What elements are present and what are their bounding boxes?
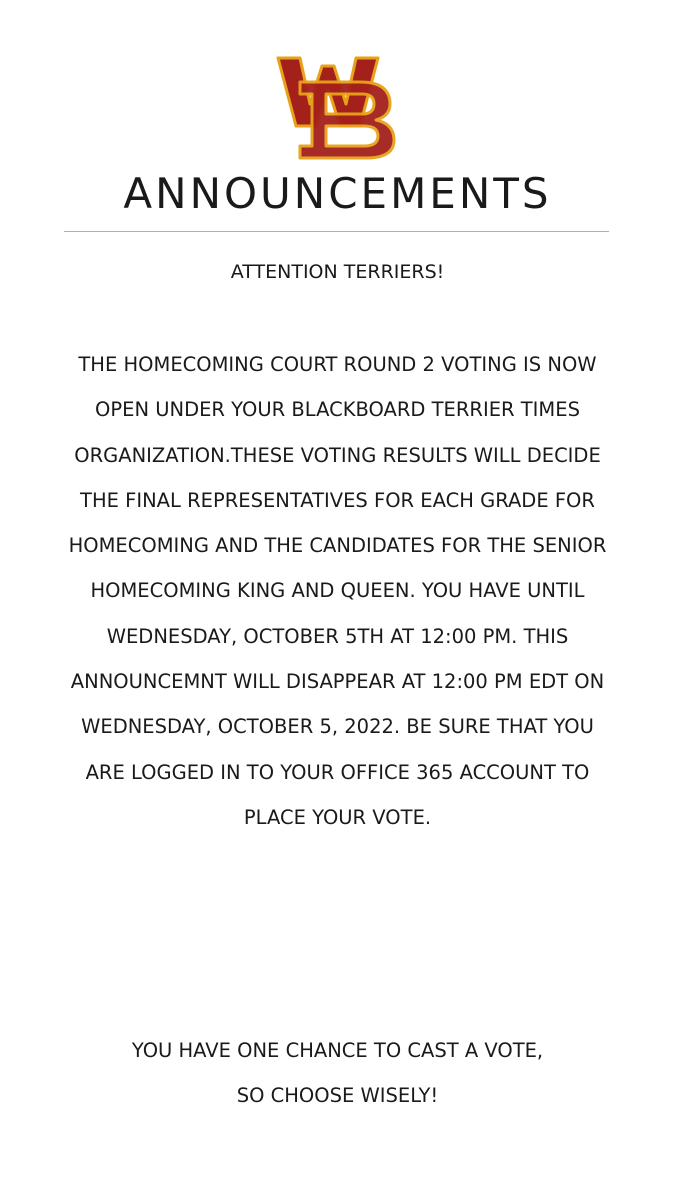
attention-heading: ATTENTION TERRIERS!: [230, 261, 445, 283]
closing-line-2: SO CHOOSE WISELY!: [236, 1084, 439, 1108]
announcement-body: THE HOMECOMING COURT ROUND 2 VOTING IS NOW OPEN UNDER YOUR BLACKBOARD TERRIER TIMES ORGANIZATION.THESE VOTING RESULTS WILL DECIDE THE FINAL REPRESENTATIVES FOR EACH GRADE FOR HOMECOMING AND THE CANDIDATES FOR THE SENIOR HOMECOMING KING AND QUEEN. YOU HAVE UNTIL WEDNESDAY, OCTOBER 5TH AT 12:00 PM. THIS ANNOUNCEMNT WILL DISAPPEAR AT 12:00 PM EDT ON WEDNESDAY, OCTOBER 5, 2022. BE SURE THAT YOU ARE LOGGED IN TO YOUR OFFICE 365 ACCOUNT TO PLACE YOUR VOTE.: [68, 353, 607, 829]
closing-line-1: YOU HAVE ONE CHANCE TO CAST A VOTE,: [131, 1039, 544, 1062]
school-logo: [270, 52, 398, 162]
page-title: ANNOUNCEMENTS: [123, 169, 552, 218]
title-divider: [64, 231, 609, 232]
closing-message: [62, 1028, 613, 1119]
